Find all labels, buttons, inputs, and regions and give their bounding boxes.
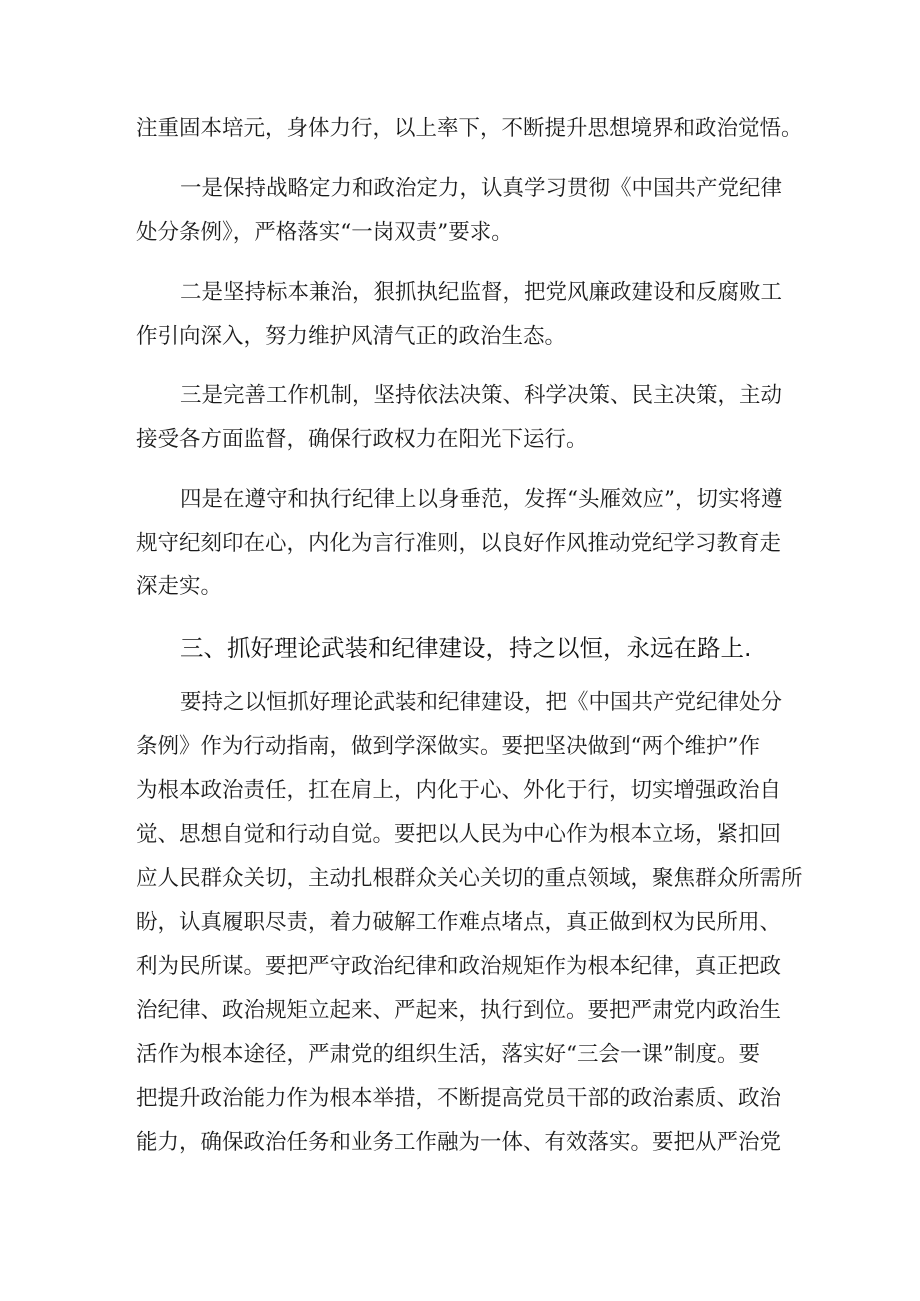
paragraph-line: 四是在遵守和执行纪律上以身垂范，发挥“头雁效应”，切实将遵 (180, 487, 783, 512)
paragraph-line: 二是坚持标本兼治，狠抓执纪监督，把党风廉政建设和反腐败工 (180, 280, 783, 305)
paragraph-line: 利为民所谋。要把严守政治纪律和政治规矩作为根本纪律，真正把政 (136, 954, 782, 979)
paragraph-line: 活作为根本途径，严肃党的组织生活，落实好“三会一课”制度。要 (136, 1042, 760, 1067)
paragraph-line: 能力，确保政治任务和业务工作融为一体、有效落实。要把从严治党 (136, 1130, 782, 1155)
paragraph-line: 觉、思想自觉和行动自觉。要把以人民为中心作为根本立场，紧扣回 (136, 822, 782, 847)
paragraph-line: 为根本政治责任，扛在肩上，内化于心、外化于行，切实增强政治自 (136, 778, 782, 803)
paragraph-line: 规守纪刻印在心，内化为言行准则，以良好作风推动党纪学习教育走 (136, 531, 782, 556)
paragraph-line: 接受各方面监督，确保行政权力在阳光下运行。 (136, 427, 588, 452)
paragraph-line: 作引向深入，努力维护风清气正的政治生态。 (136, 324, 567, 349)
paragraph-line: 要持之以恒抓好理论武装和纪律建设，把《中国共产党纪律处分 (180, 690, 783, 715)
paragraph-line: 应人民群众关切，主动扎根群众关心关切的重点领域，聚焦群众所需所 (136, 866, 803, 891)
paragraph-line: 盼，认真履职尽责，着力破解工作难点堵点，真正做到权为民所用、 (136, 910, 782, 935)
paragraph-line: 条例》作为行动指南，做到学深做实。要把坚决做到“两个维护”作 (136, 734, 760, 759)
section-heading: 三、抓好理论武装和纪律建设，持之以恒，永远在路上. (180, 634, 752, 662)
paragraph-line: 深走实。 (136, 574, 223, 599)
paragraph-line: 一是保持战略定力和政治定力，认真学习贯彻《中国共产党纪律 (180, 176, 783, 201)
paragraph-line: 三是完善工作机制，坚持依法决策、科学决策、民主决策，主动 (180, 383, 783, 408)
paragraph-line: 处分条例》，严格落实“一岗双责”要求。 (136, 220, 513, 245)
paragraph-line: 把提升政治能力作为根本举措，不断提高党员干部的政治素质、政治 (136, 1086, 782, 1111)
paragraph-line: 治纪律、政治规矩立起来、严起来，执行到位。要把严肃党内政治生 (136, 998, 782, 1023)
paragraph-line: 注重固本培元，身体力行，以上率下，不断提升思想境界和政治觉悟。 (136, 116, 803, 141)
